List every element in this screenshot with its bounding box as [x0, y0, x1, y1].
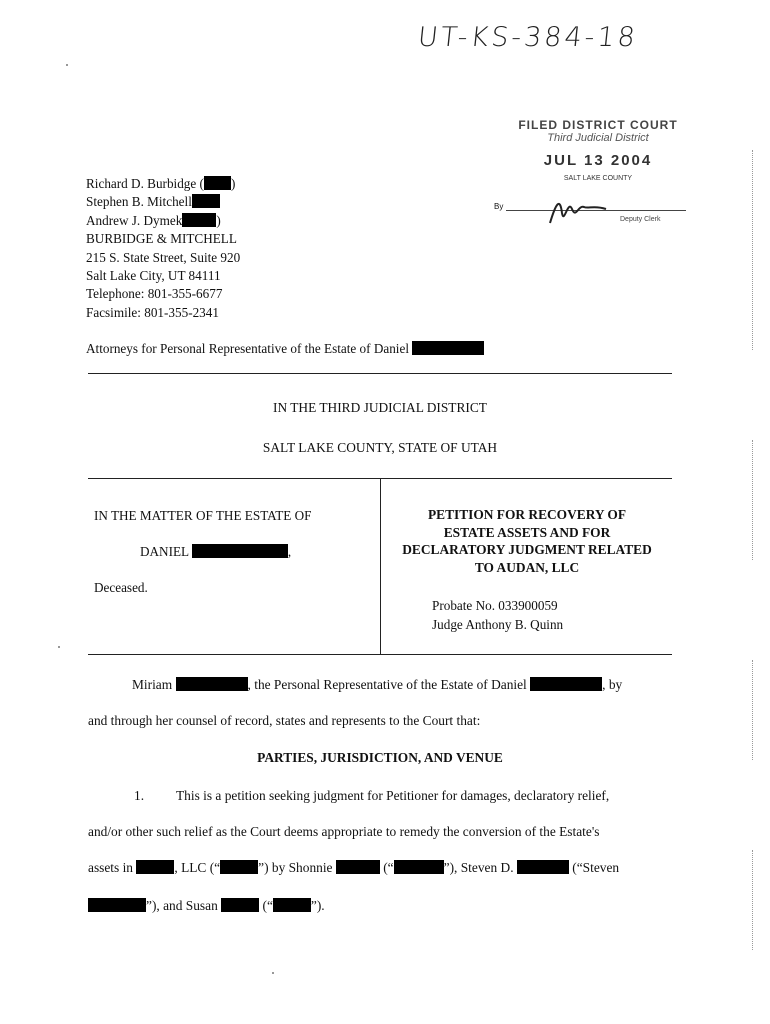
intro-line-1: Miriam , the Personal Representative of the Estate of Daniel , by	[132, 677, 623, 692]
stamp-county: SALT LAKE COUNTY	[563, 175, 633, 182]
firm-city: Salt Lake City, UT 84111	[86, 268, 221, 284]
scan-speck	[66, 64, 68, 66]
redaction	[182, 213, 216, 227]
firm-street: 215 S. State Street, Suite 920	[86, 249, 241, 265]
stamp-date: JUL 13 2004	[543, 152, 653, 169]
section-heading: PARTIES, JURISDICTION, AND VENUE	[257, 750, 503, 765]
judge-name: Judge Anthony B. Quinn	[432, 617, 564, 632]
firm-name: BURBIDGE & MITCHELL	[86, 231, 237, 247]
attorney-line-2: Stephen B. Mitchell	[86, 193, 240, 211]
attorneys-for-line: Attorneys for Personal Representative of the Estate of Daniel	[86, 340, 484, 358]
attorney-block	[86, 175, 240, 322]
redaction	[273, 898, 311, 912]
paragraph-number: 1.	[134, 788, 145, 803]
deceased-label: Deceased.	[94, 580, 148, 595]
petition-title: PETITION FOR RECOVERY OF ESTATE ASSETS AND FOR DECLARATORY JUDGMENT RELATED TO AUDAN, LLC	[402, 507, 652, 575]
redaction	[192, 544, 288, 558]
redaction	[412, 341, 484, 355]
caption-bottom-rule	[88, 654, 672, 655]
decedent-name: DANIEL ,	[140, 544, 292, 559]
redaction	[394, 860, 444, 874]
caption-divider	[380, 478, 381, 654]
header-divider	[88, 373, 672, 374]
redaction	[220, 860, 258, 874]
scan-edge-mark	[752, 150, 754, 350]
probate-number: Probate No. 033900059	[432, 598, 558, 613]
redaction	[136, 860, 174, 874]
redaction	[517, 860, 569, 874]
redaction	[221, 898, 259, 912]
scan-edge-mark	[752, 440, 754, 560]
paragraph-1-line-1: This is a petition seeking judgment for Petitioner for damages, declaratory relief,	[176, 788, 610, 803]
firm-telephone: Telephone: 801-355-6677	[86, 286, 223, 302]
court-district: IN THE THIRD JUDICIAL DISTRICT	[273, 400, 487, 415]
scan-edge-mark	[752, 850, 754, 950]
redaction	[530, 677, 602, 691]
court-county-state: SALT LAKE COUNTY, STATE OF UTAH	[262, 440, 498, 455]
scan-speck	[272, 972, 274, 974]
attorney-line-1: Richard D. Burbidge ( )	[86, 176, 236, 191]
handwritten-case-number: UT-KS-384-18	[416, 22, 640, 53]
stamp-by-label: By	[494, 202, 504, 211]
clerk-signature	[548, 195, 608, 227]
redaction	[336, 860, 380, 874]
redaction	[192, 194, 220, 208]
scan-speck	[58, 646, 60, 648]
filed-stamp	[508, 118, 688, 182]
attorney-line-3: Andrew J. Dymek )	[86, 212, 221, 228]
redaction	[88, 898, 146, 912]
stamp-district: Third Judicial District	[547, 132, 649, 144]
paragraph-1-line-4: ”), and Susan (“ ”).	[88, 898, 325, 914]
firm-facsimile: Facsimile: 801-355-2341	[86, 304, 219, 320]
stamp-deputy-clerk: Deputy Clerk	[620, 216, 661, 223]
scan-edge-mark	[752, 660, 754, 760]
paragraph-1-line-3: assets in , LLC (“ ”) by Shonnie (“ ”), Steven D. (“Steven	[88, 860, 620, 875]
intro-line-2: and through her counsel of record, states and represents to the Court that:	[88, 713, 481, 728]
paragraph-1-line-2: and/or other such relief as the Court deems appropriate to remedy the conversion of the Estate's	[88, 824, 600, 839]
matter-of-estate: IN THE MATTER OF THE ESTATE OF	[94, 508, 312, 523]
redaction	[204, 176, 231, 190]
redaction	[176, 677, 248, 691]
stamp-title: FILED DISTRICT COURT	[518, 118, 678, 132]
